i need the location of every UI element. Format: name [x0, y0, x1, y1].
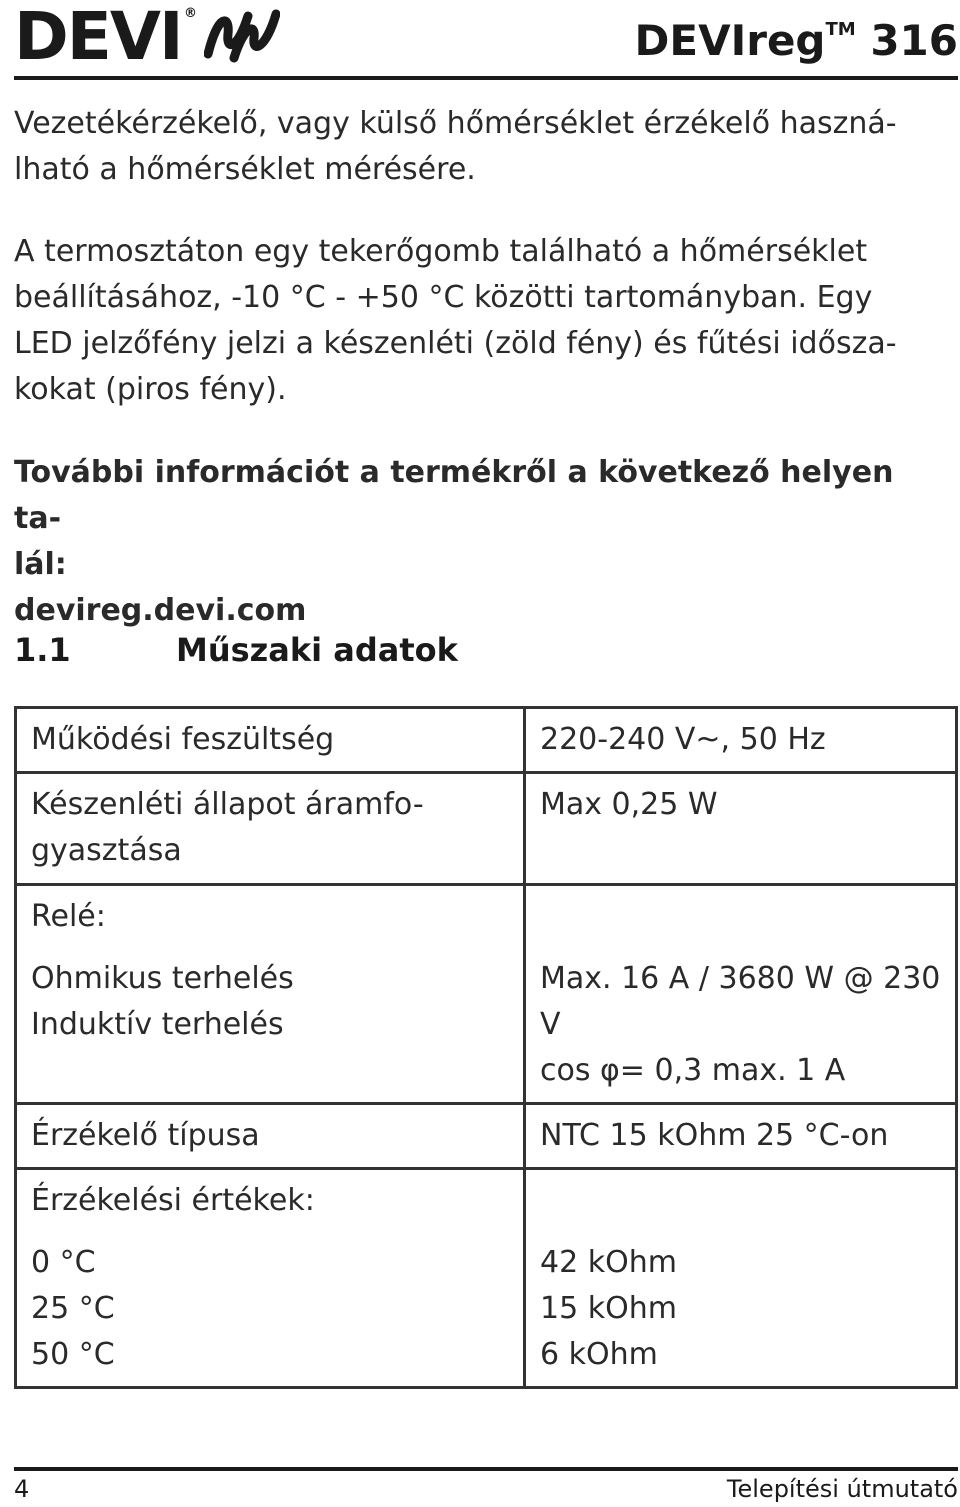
text-line: A termosztáton egy tekerőgomb található a hőmérséklet: [14, 234, 868, 269]
text-line: LED jelzőfény jelzi a készenléti (zöld fény) és fűtési idősza-: [14, 326, 897, 361]
cell-text: 42 kOhm: [540, 1245, 677, 1280]
spec-label: [16, 773, 525, 885]
spec-value: [525, 1169, 957, 1388]
cell-text: Max. 16 A / 3680 W @ 230: [540, 961, 941, 996]
cell-text: gyasztása: [31, 833, 182, 868]
section-title: Műszaki adatok: [176, 631, 458, 669]
spec-value: [525, 1104, 957, 1169]
cell-text: 15 kOhm: [540, 1291, 677, 1326]
header-rule: [14, 76, 958, 80]
cell-text: Készenléti állapot áramfo-: [31, 787, 424, 822]
cell-text: Érzékelő típusa: [31, 1118, 260, 1153]
table-row: [16, 1104, 957, 1169]
technical-data-table: [14, 706, 958, 1389]
text-line: kokat (piros fény).: [14, 372, 287, 407]
cell-text: V: [540, 1007, 561, 1042]
more-info-paragraph: [14, 450, 944, 634]
text-line: beállításához, -10 °C - +50 °C közötti tartományban. Egy: [14, 280, 873, 315]
text-line: lható a hőmérséklet mérésére.: [14, 152, 476, 187]
brand-name: DEVI: [14, 0, 182, 75]
intro-paragraph-1: [14, 101, 944, 193]
cell-text: Max 0,25 W: [540, 787, 718, 822]
spec-label: [16, 1169, 525, 1388]
registered-mark: ®: [184, 6, 197, 21]
page-header: [14, 0, 958, 80]
table-row: [16, 773, 957, 885]
product-number: 316: [870, 16, 958, 65]
cell-text: Működési feszültség: [31, 722, 335, 757]
table-row: [16, 1169, 957, 1388]
cell-text: NTC 15 kOhm 25 °C-on: [540, 1118, 889, 1153]
spec-label: [16, 1104, 525, 1169]
text-line: Vezetékérzékelő, vagy külső hőmérséklet érzékelő haszná-: [14, 106, 897, 141]
text-line: További információt a termékről a következő helyen ta-: [14, 455, 894, 536]
table-row: [16, 708, 957, 773]
spec-value: [525, 708, 957, 773]
intro-paragraph-2: [14, 229, 944, 413]
product-name: DEVIreg: [634, 16, 826, 65]
section-heading: [14, 627, 458, 673]
footer-rule: [14, 1467, 958, 1471]
page-number: 4: [14, 1475, 30, 1503]
cell-text: Induktív terhelés: [31, 1007, 284, 1042]
table-row: [16, 885, 957, 1104]
cell-text: 220-240 V~, 50 Hz: [540, 722, 826, 757]
cell-text: Érzékelési értékek:: [31, 1183, 315, 1218]
cell-text: 50 °C: [31, 1337, 115, 1372]
devi-wave-logo-icon: [204, 4, 280, 64]
text-line: lál:: [14, 547, 67, 582]
spec-value: [525, 885, 957, 1104]
cell-text: 0 °C: [31, 1245, 96, 1280]
cell-text: Ohmikus terhelés: [31, 961, 294, 996]
cell-text: 6 kOhm: [540, 1337, 658, 1372]
cell-text: cos φ= 0,3 max. 1 A: [540, 1053, 846, 1088]
footer-doc-title: Telepítési útmutató: [726, 1475, 958, 1503]
spec-label: [16, 885, 525, 1104]
brand-logo: [14, 0, 182, 75]
product-title: [635, 4, 958, 67]
cell-text: 25 °C: [31, 1291, 115, 1326]
spec-label: [16, 708, 525, 773]
trademark-mark: TM: [825, 19, 856, 40]
cell-text: Relé:: [31, 899, 106, 934]
website-link[interactable]: devireg.devi.com: [14, 593, 307, 628]
spec-value: [525, 773, 957, 885]
section-number: 1.1: [14, 631, 71, 669]
